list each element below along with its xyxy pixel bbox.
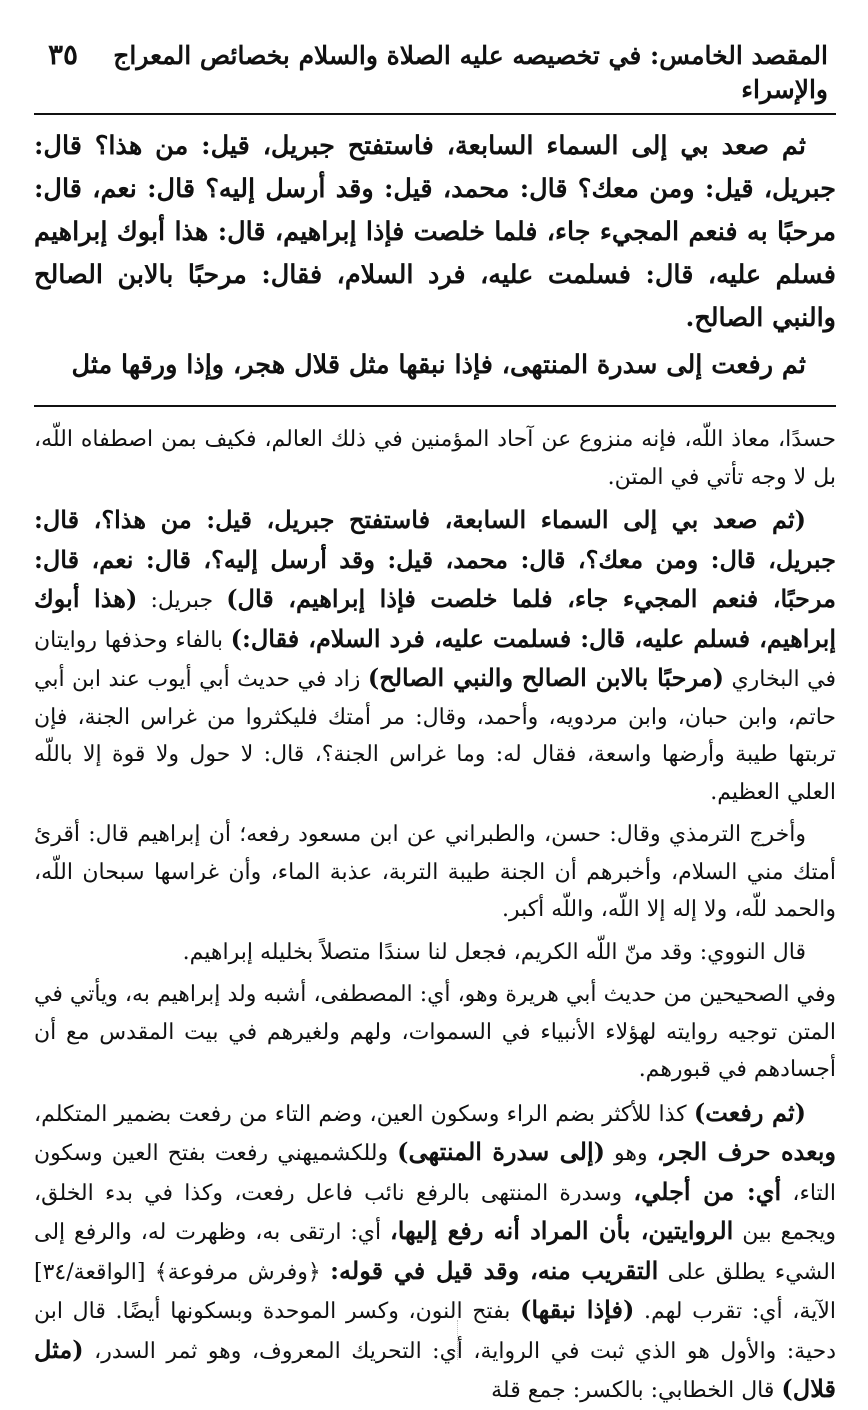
emphasis-text: التقريب منه، وقد قيل في قوله: [330, 1255, 659, 1285]
comment-text: بالفاء وحذفها روايتان في البخاري [34, 627, 836, 692]
scan-gutter-mark [457, 1320, 460, 1360]
emphasis-text: الروايتين، بأن المراد أنه رفع إليها، [389, 1216, 734, 1245]
quoted-text: (ثم صعد بي إلى السماء السابعة، فاستفتح جبريل، قيل: من هذا؟، قال: جبريل، قال: ومن معك؟، قال: محمد، قيل: وقد أرسل إليه؟، قال: نعم، قال: مرحبًا، فنعم المجيء جاء، فلما خلصت فإذا إبراهيم، قال) [34, 505, 836, 613]
commentary-paragraph: وأخرج الترمذي وقال: حسن، والطبراني عن ابن مسعود رفعه؛ أن إبراهيم قال: أقرئ أمتك مني السلام، وأخبرهم أن الجنة طيبة التربة، عذبة الماء، وأن غراسها سبحان اللّه، والحمد للّه، ولا إله إلا اللّه، واللّه أكبر. [34, 822, 836, 922]
main-paragraph: ثم رفعت إلى سدرة المنتهى، فإذا نبقها مثل قلال هجر، وإذا ورقها مثل [71, 350, 806, 380]
quoted-text: (ثم رفعت) [693, 1097, 806, 1127]
quoted-text: (فإذا نبقها) [519, 1295, 635, 1324]
comment-text: كذا للأكثر بضم الراء وسكون العين، وضم التاء من رفعت بضمير المتكلم، [34, 1101, 694, 1127]
comment-text: قال الخطابي: بالكسر: جمع قلة [491, 1378, 782, 1403]
separator-rule [34, 405, 836, 407]
emphasis-text: وبعده حرف الجر، [656, 1137, 837, 1166]
commentary-paragraph: وفي الصحيحين من حديث أبي هريرة وهو، أي: المصطفى، أشبه ولد إبراهيم به، ويأتي في المتن توجيه روايته لهؤلاء الأنبياء في السموات، ولهم ولغيرهم في بيت المقدس مع أن أجسادهم في قبورهم. [34, 982, 836, 1082]
emphasis-text: أي: من أجلي، [633, 1176, 782, 1206]
commentary-paragraph [34, 501, 836, 811]
main-text [34, 125, 836, 387]
comment-text: وهو [605, 1141, 657, 1166]
running-title: المقصد الخامس: في تخصيصه عليه الصلاة والسلام بخصائص المعراج والإسراء [113, 41, 828, 104]
commentary-paragraph: قال النووي: وقد منّ اللّه الكريم، فجعل لنا سندًا متصلاً بخليله إبراهيم. [182, 939, 806, 965]
quoted-text: (هذا أبوك إبراهيم، فسلم عليه، قال: فسلمت عليه، فرد السلام، فقال:) [34, 584, 836, 653]
quoted-text: (مثل قلال) [34, 1334, 836, 1403]
commentary [34, 421, 836, 1410]
running-header [34, 38, 836, 115]
comment-text: أي: ارتقى به، وظهرت له، والرفع إلى الشيء يطلق على [34, 1220, 836, 1285]
commentary-paragraph [34, 1094, 836, 1410]
comment-text: وسدرة المنتهى بالرفع نائب فاعل رفعت، وكذا في بدء الخلق، ويجمع بين [34, 1180, 837, 1245]
quoted-text: (إلى سدرة المنتهى) [397, 1137, 605, 1166]
comment-text: بفتح النون، وكسر الموحدة وبسكونها أيضًا. قال ابن دحية: والأول هو الذي ثبت في الرواية، أي: التحريك المعروف، وهو ثمر السدر، [34, 1299, 836, 1364]
page-number: ٣٥ [48, 38, 79, 71]
main-paragraph: ثم صعد بي إلى السماء السابعة، فاستفتح جبريل، قيل: من هذا؟ قال: جبريل، قيل: ومن معك؟ قال: محمد، قيل: وقد أرسل إليه؟ قال: نعم، قال: مرحبًا به فنعم المجيء جاء، فلما خلصت فإذا إبراهيم، قال: هذا أبوك إبراهيم فسلم عليه، قال: فسلمت عليه، فرد السلام، فقال: مرحبًا بالابن الصالح والنبي الصالح. [34, 131, 836, 333]
comment-text: جبريل: [137, 588, 227, 613]
quoted-text: (مرحبًا بالابن الصالح والنبي الصالح) [367, 663, 724, 692]
comment-text: ﴿وفرش مرفوعة﴾ [الواقعة/٣٤] الآية، أي: تقرب لهم. [34, 1259, 836, 1324]
comment-text: وللكشميهني رفعت بفتح العين وسكون التاء، [34, 1141, 836, 1206]
commentary-paragraph: حسدًا، معاذ اللّه، فإنه منزوع عن آحاد المؤمنين في ذلك العالم، فكيف بمن اصطفاه اللّه، بل لا وجه تأتي في المتن. [34, 427, 836, 490]
comment-text: زاد في حديث أبي أيوب عند ابن أبي حاتم، وابن حبان، وابن مردويه، وأحمد، وقال: مر أمتك فليكثروا من غراس الجنة، فإن تربتها طيبة وأرضها واسعة، فقال له: وما غراس الجنة؟، قال: لا حول ولا قوة إلا باللّه العلي العظيم. [34, 667, 836, 805]
